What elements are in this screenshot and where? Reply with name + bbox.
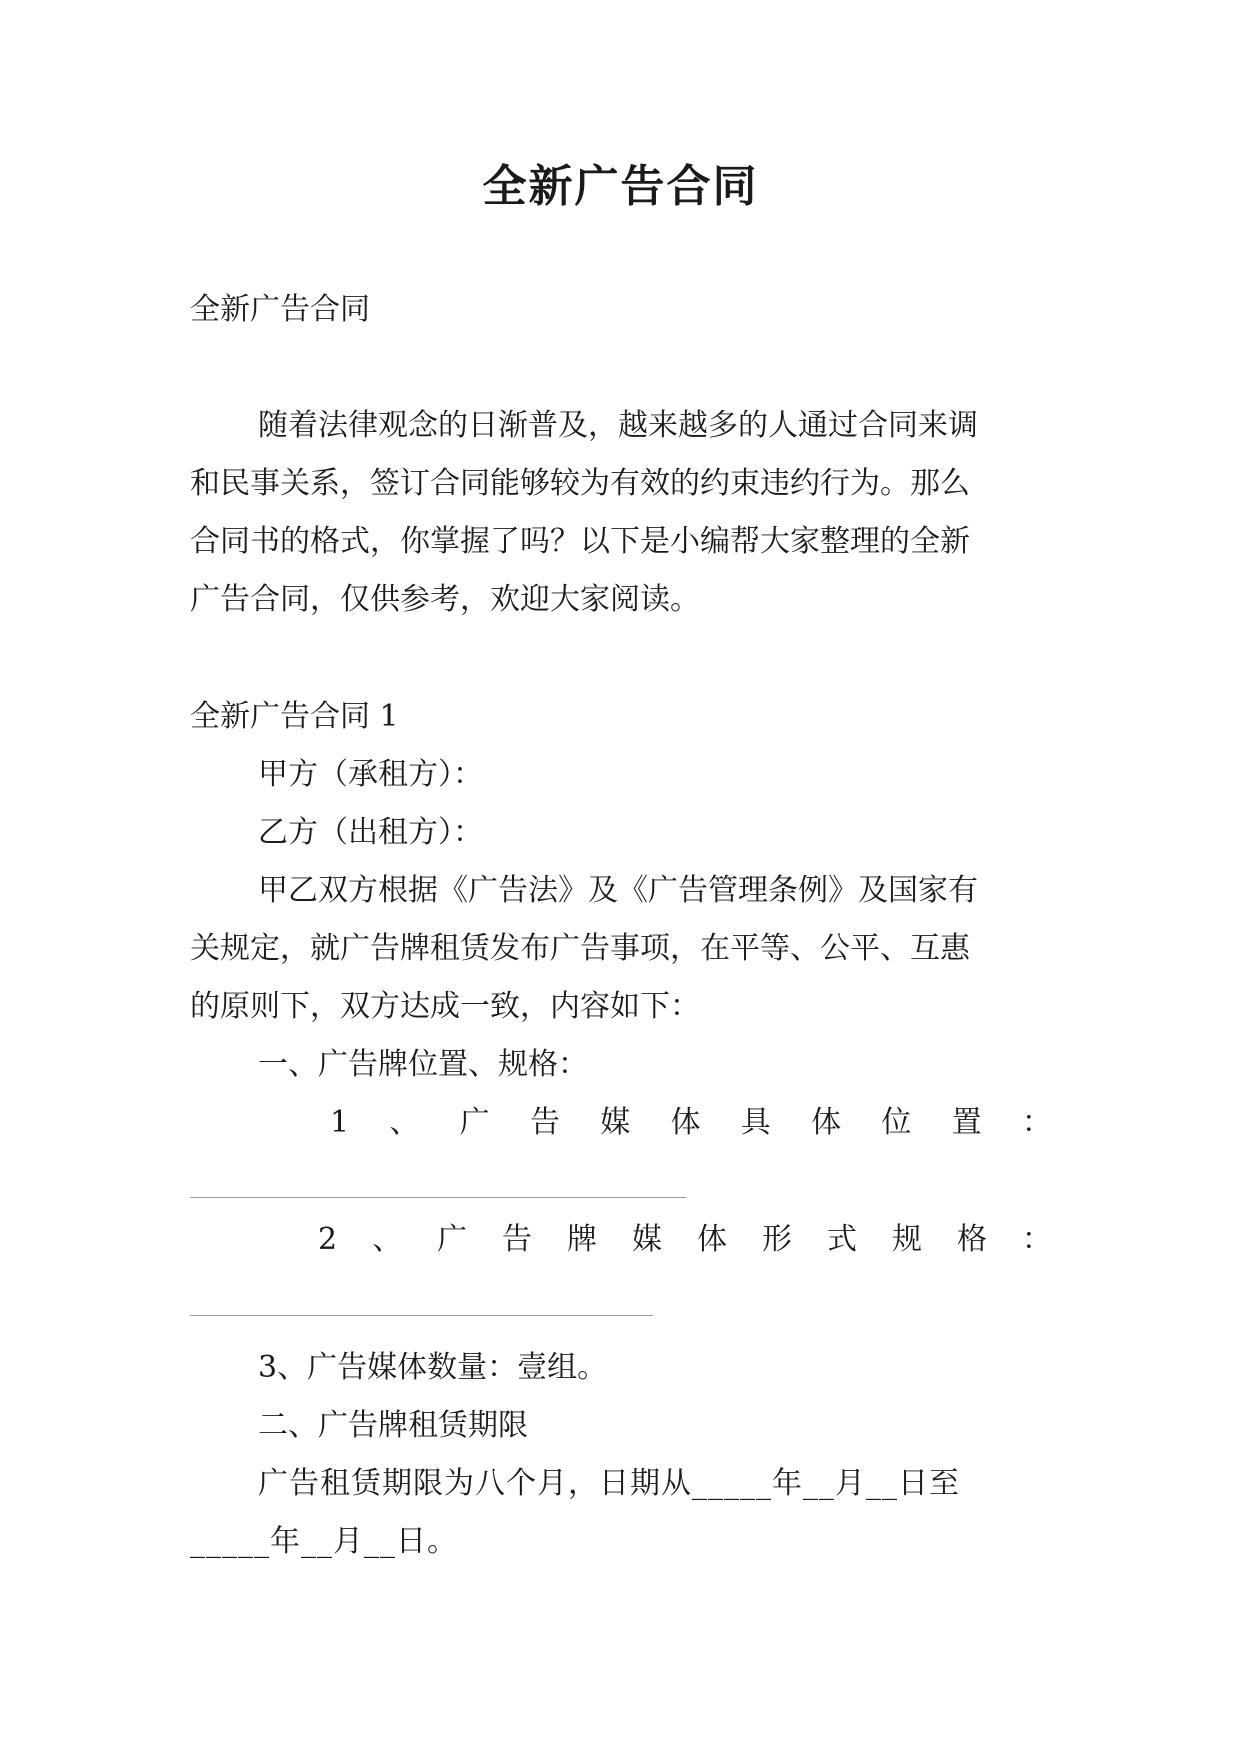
item-1-char: ： (1021, 1105, 1052, 1140)
clause-2-title: 二、广告牌租赁期限 (258, 1408, 528, 1443)
item-1-char: 具 (740, 1105, 771, 1140)
party-b-label: 乙方（出租方）： (258, 815, 483, 850)
period-line-1: 广告租赁期限为八个月，日期从_____年__月__日至 (258, 1466, 960, 1501)
document-title: 全新广告合同 (482, 161, 759, 212)
item-1-char: 位 (881, 1105, 912, 1140)
intro-line-4: 广告合同，仅供参考，欢迎大家阅读。 (190, 582, 700, 617)
item-1-line (330, 1103, 1052, 1143)
item-1-char: 告 (529, 1105, 560, 1140)
item-1-char: 广 (459, 1105, 490, 1140)
item-2-char: 告 (502, 1222, 533, 1257)
item-1-char: 1 (330, 1105, 350, 1140)
intro-line-3: 合同书的格式，你掌握了吗？以下是小编帮大家整理的全新 (190, 524, 970, 559)
item-2-char: ： (1021, 1222, 1052, 1257)
item-1-char: 媒 (600, 1105, 631, 1140)
document-subtitle: 全新广告合同 (190, 292, 370, 327)
item-1-char: 、 (389, 1105, 420, 1140)
period-line-2: _____年__月__日。 (190, 1524, 458, 1559)
item-1-char: 置 (951, 1105, 982, 1140)
basis-line-2: 关规定，就广告牌租赁发布广告事项，在平等、公平、互惠 (190, 931, 970, 966)
basis-line-3: 的原则下，双方达成一致，内容如下： (190, 989, 700, 1024)
item-2-char: 2 (318, 1222, 338, 1257)
item-1-char: 体 (811, 1105, 842, 1140)
blank-line-2 (190, 1315, 653, 1316)
item-2-char: 广 (437, 1222, 468, 1257)
item-2-char: 牌 (567, 1222, 598, 1257)
basis-line-1: 甲乙双方根据《广告法》及《广告管理条例》及国家有 (258, 873, 978, 908)
item-2-char: 规 (891, 1222, 922, 1257)
clause-1-title: 一、广告牌位置、规格： (258, 1047, 588, 1082)
item-2-char: 格 (956, 1222, 987, 1257)
blank-line-1 (190, 1197, 686, 1198)
party-a-label: 甲方（承租方）： (258, 757, 483, 792)
item-2-char: 体 (697, 1222, 727, 1257)
item-2-line (318, 1220, 1052, 1260)
intro-line-1: 随着法律观念的日渐普及，越来越多的人通过合同来调 (258, 408, 978, 443)
item-2-char: 媒 (632, 1222, 663, 1257)
item-3-line: 3、广告媒体数量：壹组。 (258, 1350, 608, 1385)
item-2-char: 、 (372, 1222, 403, 1257)
item-2-char: 式 (826, 1222, 857, 1257)
intro-line-2: 和民事关系，签订合同能够较为有效的约束违约行为。那么 (190, 466, 970, 501)
section-title-1: 全新广告合同 1 (190, 699, 399, 734)
item-2-char: 形 (761, 1222, 792, 1257)
item-1-char: 体 (670, 1105, 701, 1140)
